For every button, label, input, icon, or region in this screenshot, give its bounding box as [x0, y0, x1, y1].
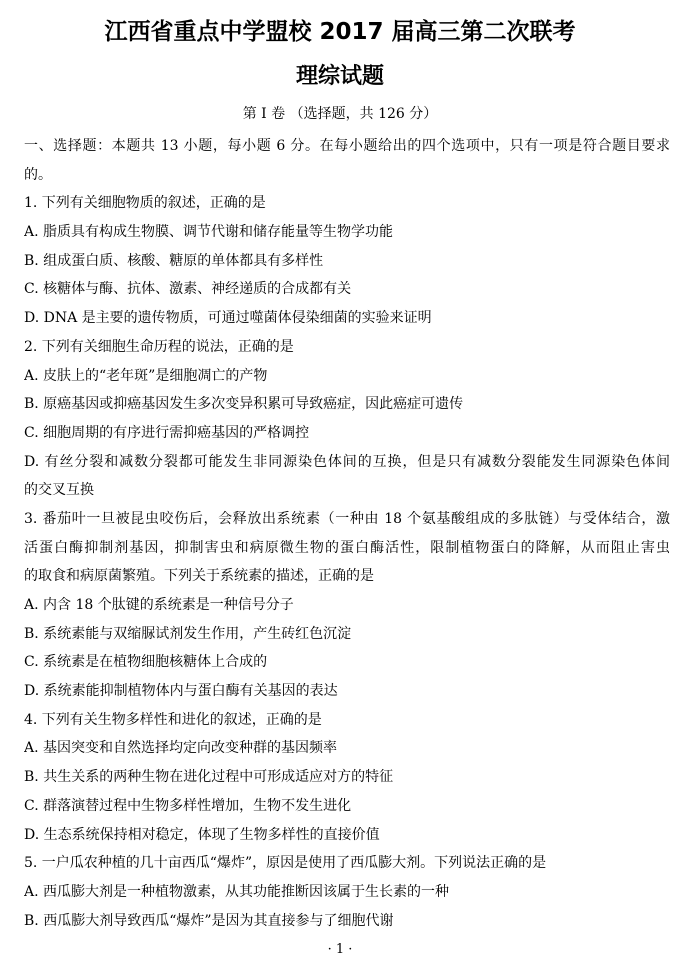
answer-option: D. 系统素能抑制植物体内与蛋白酶有关基因的表达	[24, 683, 338, 700]
answer-option: C. 系统素是在植物细胞核糖体上合成的	[24, 654, 268, 671]
answer-option: C. 细胞周期的有序进行需抑癌基因的严格调控	[24, 424, 310, 441]
question-stem: 3. 番茄叶一旦被昆虫咬伤后，会释放出系统素（一种由 18 个氨基酸组成的多肽链）与受体结合，激	[24, 510, 670, 527]
answer-option: B. 西瓜膨大剂导致西瓜“爆炸”是因为其直接参与了细胞代谢	[24, 912, 394, 929]
answer-option: A. 西瓜膨大剂是一种植物激素，从其功能推断因该属于生长素的一种	[24, 883, 450, 900]
answer-option: A. 内含 18 个肽键的系统素是一种信号分子	[24, 597, 294, 613]
page-number: · 1 ·	[327, 942, 353, 957]
question-2	[24, 333, 670, 505]
answer-option: A. 脂质具有构成生物膜、调节代谢和储存能量等生物学功能	[24, 224, 394, 241]
answer-option-continuation: 的交叉互换	[24, 482, 94, 499]
answer-option: B. 原癌基因或抑癌基因发生多次变异积累可导致癌症，因此癌症可遗传	[24, 396, 464, 413]
answer-option: D. 生态系统保持相对稳定，体现了生物多样性的直接价值	[24, 826, 380, 843]
answer-option: B. 组成蛋白质、核酸、糖原的单体都具有多样性	[24, 252, 324, 269]
exam-body	[24, 132, 670, 935]
question-1	[24, 189, 670, 332]
answer-option: A. 基因突变和自然选择均定向改变种群的基因频率	[24, 740, 338, 757]
question-stem: 2. 下列有关细胞生命历程的说法，正确的是	[24, 338, 294, 355]
question-stem: 5. 一户瓜农种植的几十亩西瓜“爆炸”，原因是使用了西瓜膨大剂。下列说法正确的是	[24, 855, 547, 872]
instructions-line: 一、选择题：本题共 13 小题，每小题 6 分。在每小题给出的四个选项中，只有一项是符合题目要求	[24, 138, 670, 154]
question-stem: 4. 下列有关生物多样性和进化的叙述，正确的是	[24, 711, 322, 728]
answer-option: B. 系统素能与双缩脲试剂发生作用，产生砖红色沉淀	[24, 625, 352, 642]
answer-option: A. 皮肤上的“老年斑”是细胞凋亡的产物	[24, 367, 268, 384]
question-4	[24, 706, 670, 849]
question-stem: 活蛋白酶抑制剂基因，抑制害虫和病原微生物的蛋白酶活性，限制植物蛋白的降解，从而阻止害虫	[24, 539, 670, 556]
question-stem: 1. 下列有关细胞物质的叙述，正确的是	[24, 195, 266, 212]
instructions-line: 的。	[24, 166, 52, 183]
question-stem: 的取食和病原菌繁殖。下列关于系统素的描述，正确的是	[24, 568, 374, 585]
question-3	[24, 505, 670, 706]
exam-title: 江西省重点中学盟校 2017 届高三第二次联考	[104, 19, 576, 45]
answer-option: B. 共生关系的两种生物在进化过程中可形成适应对方的特征	[24, 769, 394, 786]
question-5	[24, 849, 670, 935]
answer-option: D. DNA 是主要的遗传物质，可通过噬菌体侵染细菌的实验来证明	[24, 310, 432, 327]
exam-subtitle: 理综试题	[295, 64, 384, 89]
answer-option: D. 有丝分裂和减数分裂都可能发生非同源染色体间的互换，但是只有减数分裂能发生同源染色体间	[24, 453, 670, 470]
section-heading: 第 I 卷 （选择题，共 126 分）	[242, 106, 438, 122]
answer-option: C. 群落演替过程中生物多样性增加，生物不发生进化	[24, 797, 352, 814]
answer-option: C. 核糖体与酶、抗体、激素、神经递质的合成都有关	[24, 281, 352, 298]
